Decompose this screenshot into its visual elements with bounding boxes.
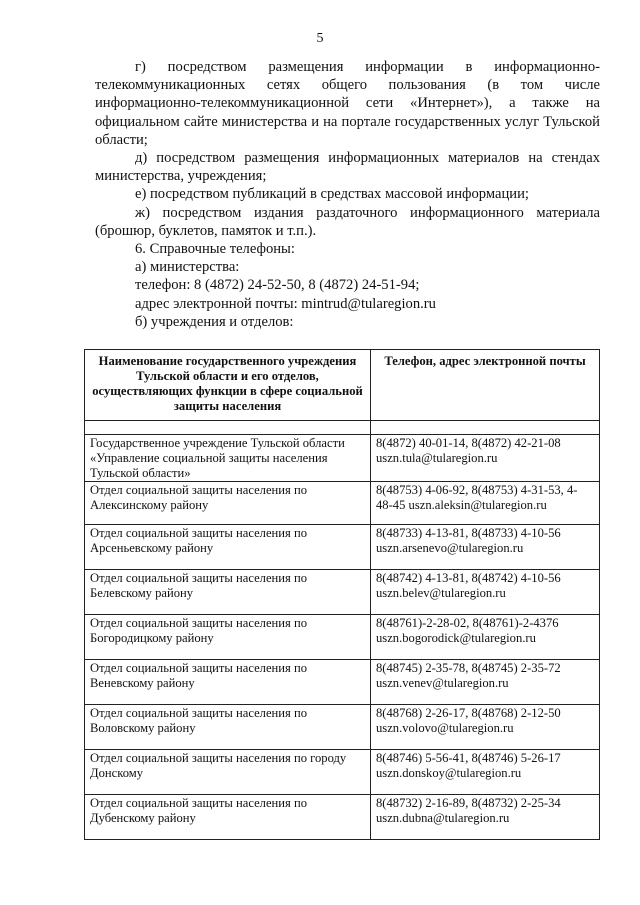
email-link[interactable]: uszn.dubna@tularegion.ru <box>376 811 510 825</box>
institution-name: Отдел социальной защиты населения по Арсеньевскому району <box>85 525 371 570</box>
phone: 8(48732) 2-16-89, 8(48732) 2-25-34 <box>376 796 561 810</box>
institution-name: Отдел социальной защиты населения по городу Донскому <box>85 750 371 795</box>
header-institution: Наименование государственного учреждения Тульской области и его отделов, осуществляющих функции в сфере социальной защиты населения <box>85 350 371 421</box>
table-header-row <box>85 350 600 421</box>
phone: 8(4872) 40-01-14, 8(4872) 42-21-08 <box>376 436 561 450</box>
email-link[interactable]: uszn.tula@tularegion.ru <box>376 451 498 465</box>
phone: 8(48733) 4-13-81, 8(48733) 4-10-56 <box>376 526 561 540</box>
contact-cell <box>371 750 600 795</box>
table-row <box>85 435 600 482</box>
phone: 8(48753) 4-06-92, 8(48753) 4-31-53, 4-48-45 <box>376 483 578 512</box>
institution-name: Отдел социальной защиты населения по Воловскому району <box>85 705 371 750</box>
phone: 8(48742) 4-13-81, 8(48742) 4-10-56 <box>376 571 561 585</box>
contact-cell <box>371 705 600 750</box>
table-row <box>85 525 600 570</box>
email-link[interactable]: uszn.belev@tularegion.ru <box>376 586 506 600</box>
paragraph-d: д) посредством размещения информационных материалов на стендах министерства, учреждения; <box>95 150 600 185</box>
email-link[interactable]: uszn.donskoy@tularegion.ru <box>376 766 522 780</box>
header-phone-email: Телефон, адрес электронной почты <box>371 350 600 421</box>
contact-cell <box>371 525 600 570</box>
institution-name: Отдел социальной защиты населения по Алексинскому району <box>85 482 371 525</box>
email-link[interactable]: uszn.bogorodick@tularegion.ru <box>376 631 536 645</box>
phone: 8(48761)-2-28-02, 8(48761)-2-4376 <box>376 616 559 630</box>
ministry-phone: телефон: 8 (4872) 24-52-50, 8 (4872) 24-51-94; <box>135 277 420 294</box>
contacts-table <box>84 349 600 840</box>
table-row <box>85 795 600 840</box>
contact-cell <box>371 660 600 705</box>
paragraph-g: г) посредством размещения информации в информационно-телекоммуникационных сетях общего пользования (в том числе информационно-телекоммуникационной сети «Интернет»), а также на официальном сайте министерства и на портале государственных услуг Тульской области; <box>95 59 600 148</box>
institution-name: Отдел социальной защиты населения по Веневскому району <box>85 660 371 705</box>
paragraph-zh: ж) посредством издания раздаточного информационного материала (брошюр, буклетов, памяток и т.п.). <box>95 204 600 239</box>
contact-cell <box>371 795 600 840</box>
spacer-cell <box>85 421 371 435</box>
email-link[interactable]: uszn.venev@tularegion.ru <box>376 676 509 690</box>
paragraph-e: е) посредством публикаций в средствах массовой информации; <box>135 186 529 203</box>
table-spacer-row <box>85 421 600 435</box>
phone: 8(48768) 2-26-17, 8(48768) 2-12-50 <box>376 706 561 720</box>
contact-cell <box>371 615 600 660</box>
ministry-label: а) министерства: <box>135 259 240 276</box>
email-link[interactable]: uszn.aleksin@tularegion.ru <box>408 498 547 512</box>
institutions-label: б) учреждения и отделов: <box>135 313 294 330</box>
email-link[interactable]: uszn.volovo@tularegion.ru <box>376 721 514 735</box>
section-title: 6. Справочные телефоны: <box>135 241 295 258</box>
body-text <box>95 58 600 331</box>
table-row <box>85 750 600 795</box>
email-link[interactable]: uszn.arsenevo@tularegion.ru <box>376 541 524 555</box>
contact-cell <box>371 482 600 525</box>
page-number: 5 <box>316 31 324 46</box>
ministry-email: адрес электронной почты: mintrud@tularegion.ru <box>135 295 436 312</box>
institution-name: Отдел социальной защиты населения по Белевскому району <box>85 570 371 615</box>
table-row <box>85 615 600 660</box>
table-row <box>85 482 600 525</box>
table-row <box>85 570 600 615</box>
spacer-cell <box>371 421 600 435</box>
contact-cell <box>371 570 600 615</box>
table-row <box>85 705 600 750</box>
institution-name: Отдел социальной защиты населения по Богородицкому району <box>85 615 371 660</box>
phone: 8(48745) 2-35-78, 8(48745) 2-35-72 <box>376 661 561 675</box>
table-row <box>85 660 600 705</box>
institution-name: Отдел социальной защиты населения по Дубенскому району <box>85 795 371 840</box>
phone: 8(48746) 5-56-41, 8(48746) 5-26-17 <box>376 751 561 765</box>
institution-name: Государственное учреждение Тульской области «Управление социальной защиты населения Тульской области» <box>85 435 371 482</box>
contact-cell <box>371 435 600 482</box>
